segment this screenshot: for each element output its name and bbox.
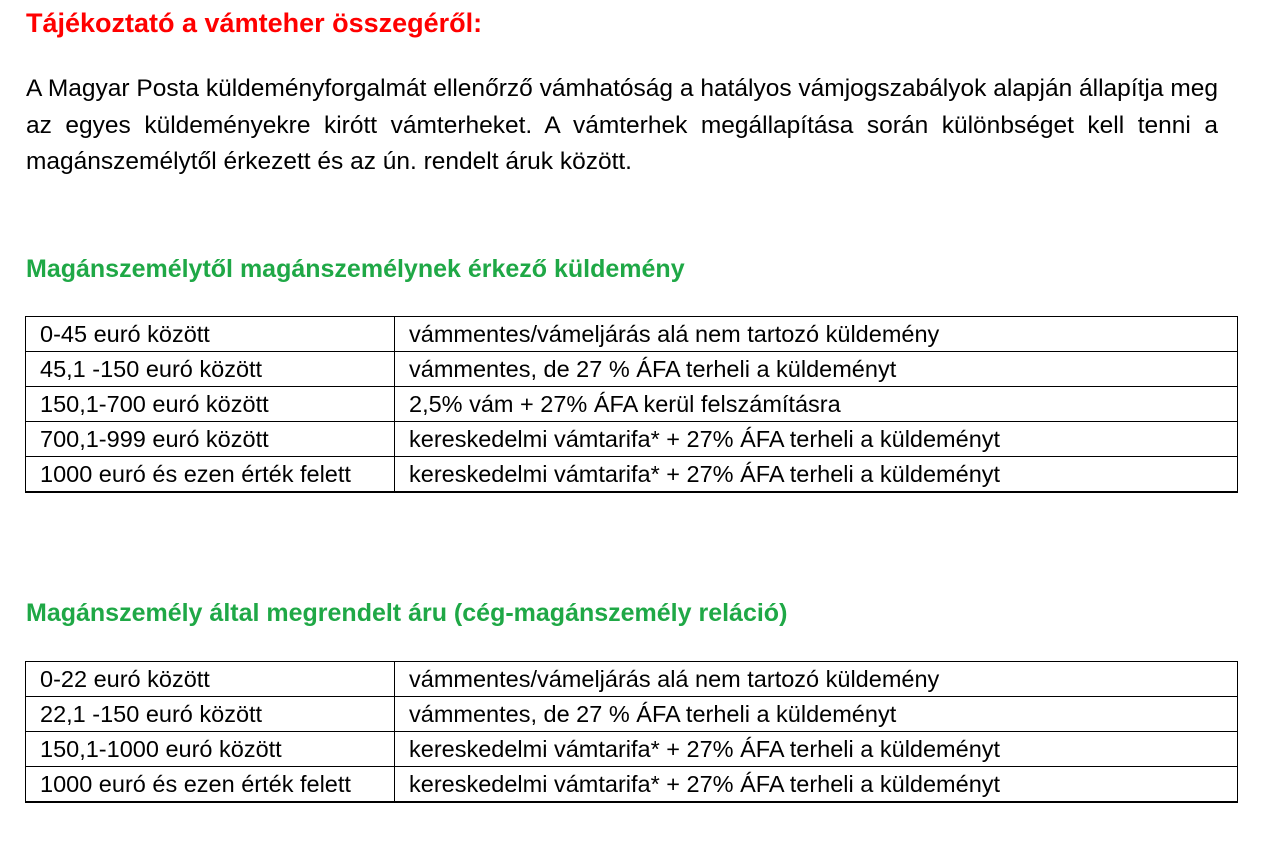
description-cell: vámmentes/vámeljárás alá nem tartozó küldemény	[395, 662, 1238, 697]
description-cell: vámmentes/vámeljárás alá nem tartozó küldemény	[395, 317, 1238, 352]
range-cell: 45,1 -150 euró között	[26, 352, 395, 387]
range-cell: 150,1-700 euró között	[26, 387, 395, 422]
description-cell: 2,5% vám + 27% ÁFA kerül felszámításra	[395, 387, 1238, 422]
description-cell: kereskedelmi vámtarifa* + 27% ÁFA terheli a küldeményt	[395, 422, 1238, 457]
range-cell: 700,1-999 euró között	[26, 422, 395, 457]
description-cell: kereskedelmi vámtarifa* + 27% ÁFA terheli a küldeményt	[395, 457, 1238, 493]
description-cell: kereskedelmi vámtarifa* + 27% ÁFA terheli a küldeményt	[395, 767, 1238, 803]
table-row	[26, 767, 1238, 803]
section-heading-private: Magánszemélytől magánszemélynek érkező küldemény	[26, 255, 685, 283]
table-row	[26, 422, 1238, 457]
range-cell: 0-22 euró között	[26, 662, 395, 697]
intro-paragraph: A Magyar Posta küldeményforgalmát ellenőrző vámhatóság a hatályos vámjogszabályok alapján állapítja meg az egyes küldeményekre kirótt vámterheket. A vámterhek megállapítása során különbséget kell tenni a magánszemélytől érkezett és az ún. rendelt áruk között.	[26, 75, 1218, 175]
table-row	[26, 317, 1238, 352]
range-cell: 0-45 euró között	[26, 317, 395, 352]
table-row	[26, 387, 1238, 422]
range-cell: 22,1 -150 euró között	[26, 697, 395, 732]
rates-table-ordered	[25, 661, 1238, 803]
page-title: Tájékoztató a vámteher összegéről:	[26, 8, 483, 38]
section-heading-ordered: Magánszemély által megrendelt áru (cég-magánszemély reláció)	[26, 599, 788, 627]
table-row	[26, 457, 1238, 493]
rates-table-private	[25, 316, 1238, 493]
description-cell: kereskedelmi vámtarifa* + 27% ÁFA terheli a küldeményt	[395, 732, 1238, 767]
table-row	[26, 697, 1238, 732]
table-row	[26, 662, 1238, 697]
table-row	[26, 352, 1238, 387]
table-row	[26, 732, 1238, 767]
description-cell: vámmentes, de 27 % ÁFA terheli a küldeményt	[395, 352, 1238, 387]
range-cell: 1000 euró és ezen érték felett	[26, 767, 395, 803]
range-cell: 1000 euró és ezen érték felett	[26, 457, 395, 493]
range-cell: 150,1-1000 euró között	[26, 732, 395, 767]
description-cell: vámmentes, de 27 % ÁFA terheli a küldeményt	[395, 697, 1238, 732]
